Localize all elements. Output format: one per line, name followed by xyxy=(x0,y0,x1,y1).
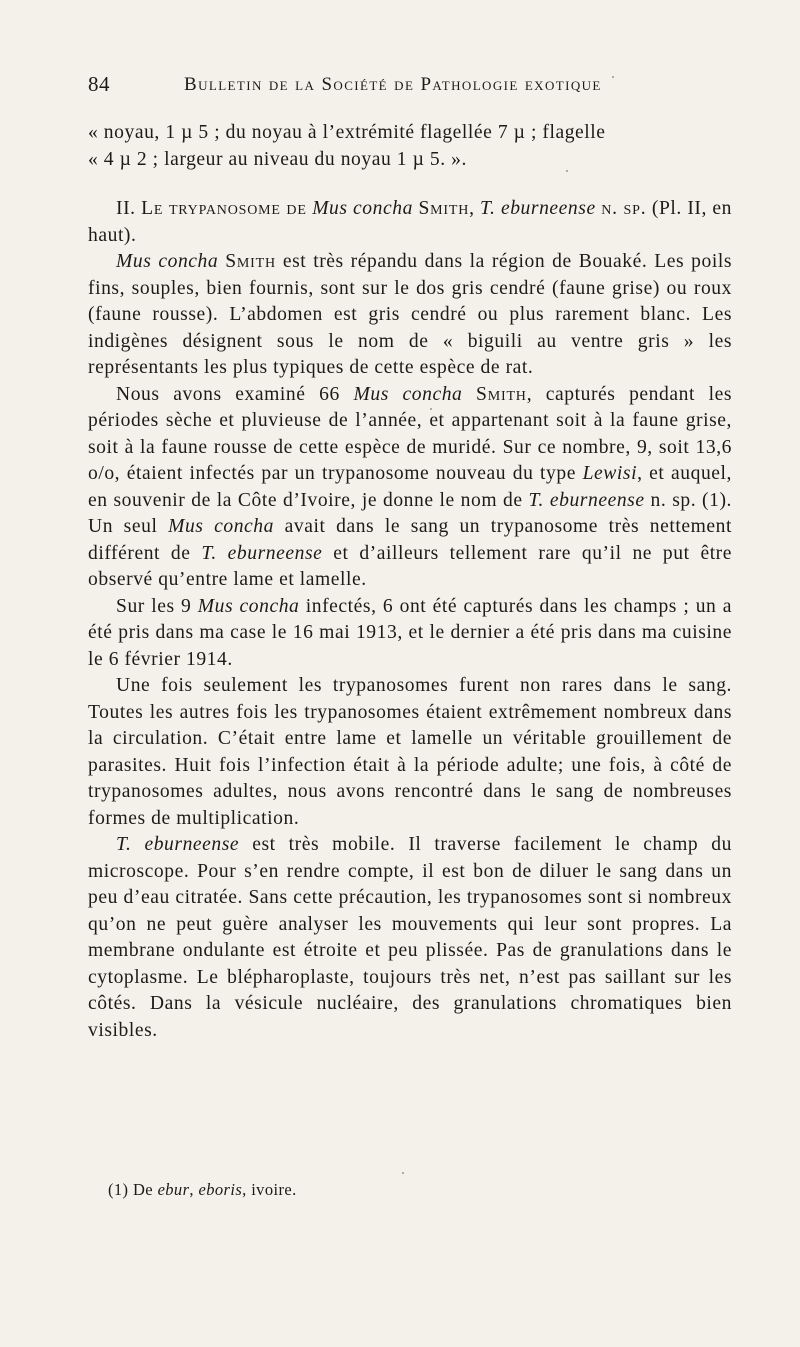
section-heading: II. Le trypanosome de Mus concha Smith, T. eburneense n. sp. (Pl. II, en haut). xyxy=(88,198,733,246)
section-nsp: n. sp. xyxy=(601,198,647,219)
section-plate-ref: (Pl. II, en haut). xyxy=(88,198,733,246)
section-host-author: Smith xyxy=(418,198,470,219)
section-host: Mus concha xyxy=(312,198,413,219)
paragraph-4: Une fois seulement les trypanosomes furent non rares dans le sang. Toutes les autres fois les trypanosomes étaient extrêmement nombreux dans la circulation. C’était entre lame et lamelle un véritable grouillement de parasites. Huit fois l’infection était à la période adulte; une fois, à côté de trypanosomes adultes, nous avons rencontré dans le sang de nombreuses formes de multiplication. xyxy=(88,675,732,829)
running-title: Bulletin de la Société de Pathologie exotique xyxy=(184,74,602,95)
page-number: 84 xyxy=(88,72,110,96)
footnote: (1) De ebur, eboris, ivoire. xyxy=(108,1180,297,1199)
paragraph-5: T. eburneense est très mobile. Il traverse facilement le champ du microscope. Pour s’en rendre compte, il est bon de diluer le sang dans un peu d’eau citratée. Sans cette précaution, les trypanosomes sont si nombreux qu’on ne peut guère analyser les mouvements qui leur sont propres. La membrane ondulante est étroite et peu plissée. Pas de granulations dans le cytoplasme. Le blépharoplaste, toujours très net, n’est pas saillant sur les côtés. Dans la vésicule nucléaire, des granulations chromatiques bien visibles. xyxy=(88,834,732,1041)
paragraph-2: Nous avons examiné 66 Mus concha Smith, capturés pendant les périodes sèche et pluvieuse de l’année, et appartenant soit à la faune grise, soit à la faune rousse de cette espèce de muridé. Sur ce nombre, 9, soit 13,6 o/o, étaient infectés par un trypanosome nouveau du type Lewisi, et auquel, en souvenir de la Côte d’Ivoire, je donne le nom de T. eburneense n. sp. (1). Un seul Mus concha avait dans le sang un trypanosome très nettement différent de T. eburneense et d’ailleurs tellement rare qu’il ne put être observé qu’entre lame et lamelle. xyxy=(88,383,733,590)
paper-speck xyxy=(566,170,568,172)
paragraph-3: Sur les 9 Mus concha infectés, 6 ont été capturés dans les champs ; un a été pris dans ma case le 16 mai 1913, et le dernier a été pris dans ma cuisine le 6 février 1914. xyxy=(88,595,733,670)
section-species: T. eburneense xyxy=(480,198,596,219)
paper-speck xyxy=(612,76,614,78)
continuation-line-1: « noyau, 1 µ 5 ; du noyau à l’extrémité flagellée 7 µ ; flagelle xyxy=(88,122,606,143)
paper-speck xyxy=(402,1172,404,1174)
footnote-marker: (1) xyxy=(108,1180,129,1199)
page-header xyxy=(88,72,728,106)
section-numeral: II. xyxy=(116,198,136,219)
body-text xyxy=(88,120,732,1044)
paper-speck xyxy=(430,408,432,410)
continuation-line-2: « 4 µ 2 ; largeur au niveau du noyau 1 µ 5. ». xyxy=(88,148,467,170)
paragraph-1: Mus concha Smith est très répandu dans la région de Bouaké. Les poils fins, souples, bien fournis, sont sur le dos gris cendré (faune grise) ou roux (faune rousse). L’abdomen est gris cendré ou plus rarement blanc. Les indigènes désignent sous le nom de « biguili au ventre gris » les représentants les plus typiques de cette espèce de rat. xyxy=(88,251,733,378)
section-label: Le trypanosome de xyxy=(141,198,307,219)
